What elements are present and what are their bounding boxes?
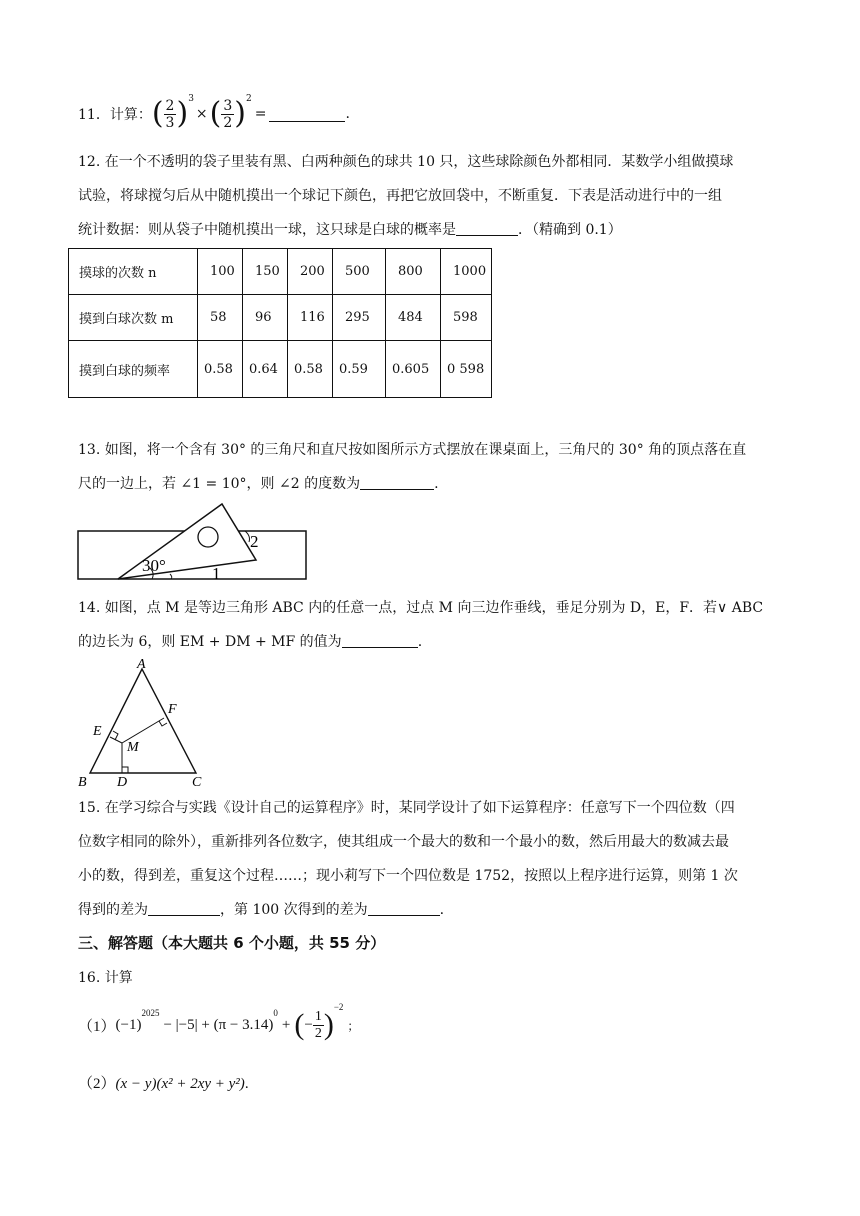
q12-line-2: 试验，将球搅匀后从中随机摸出一个球记下颜色，再把它放回袋中，不断重复．下表是活动进行中的一组 bbox=[78, 188, 722, 204]
q16-part-1: （1） (−1) $^{2025}$ − |−5| + (π − 3.14) $^0$ + ( − $\frac{1}{2}$ ) $^{-2}$ ； bbox=[78, 1002, 360, 1041]
right-angle-d bbox=[122, 767, 128, 773]
table-row: 摸到白球的频率 0.58 0.64 0.58 0.59 0.605 0 598 bbox=[69, 341, 492, 398]
label-f: F bbox=[168, 702, 177, 717]
q15-line-4: 得到的差为 ，第 100 次得到的差为 . bbox=[78, 902, 445, 918]
q15-line-1: 15. 在学习综合与实践《设计自己的运算程序》时，某同学设计了如下运算程序：任意写下一个四位数（四 bbox=[78, 800, 735, 816]
q14-answer-blank[interactable] bbox=[342, 633, 418, 648]
table-row: 摸到白球次数 m 58 96 116 295 484 598 bbox=[69, 295, 492, 341]
q12-line-1: 12. 在一个不透明的袋子里装有黑、白两种颜色的球共 10 只，这些球除颜色外都相同．某数学小组做摸球 bbox=[78, 154, 734, 170]
q16-part-2: （2）(x − y)(x² + 2xy + y²). bbox=[78, 1076, 249, 1092]
q15-answer-blank-2[interactable] bbox=[368, 901, 440, 916]
q15-line-3: 小的数，得到差，重复这个过程……；现小莉写下一个四位数是 1752，按照以上程序进行运算，则第 1 次 bbox=[78, 868, 738, 884]
label-m: M bbox=[127, 740, 139, 755]
frequency-table bbox=[68, 248, 492, 398]
q13-line-2: 尺的一边上，若 ∠1 = 10°，则 ∠2 的度数为 . bbox=[78, 476, 439, 492]
label-2: 2 bbox=[250, 532, 259, 551]
q14-line-2: 的边长为 6，则 EM + DM + MF 的值为 . bbox=[78, 634, 423, 650]
label-a: A bbox=[137, 657, 146, 672]
label-d: D bbox=[117, 775, 128, 790]
ruler-triangle-figure bbox=[70, 496, 320, 586]
q15-answer-blank-1[interactable] bbox=[148, 901, 220, 916]
triangle-ruler bbox=[118, 504, 256, 579]
triangle-abc bbox=[90, 669, 196, 773]
q11-fraction-1: $\frac{2}{3}$ bbox=[165, 97, 175, 131]
label-c: C bbox=[192, 775, 202, 790]
section-3-heading: 三、解答题（本大题共 6 个小题，共 55 分） bbox=[78, 934, 386, 952]
q13-answer-blank[interactable] bbox=[360, 475, 434, 490]
q11-fraction-2: $\frac{3}{2}$ bbox=[223, 97, 233, 131]
label-b: B bbox=[78, 775, 87, 790]
q15-line-2: 位数字相同的除外），重新排列各位数字，使其组成一个最大的数和一个最小的数，然后用最大的数减去最 bbox=[78, 834, 729, 850]
label-30: 30° bbox=[142, 556, 166, 575]
q16-title: 16. 计算 bbox=[78, 970, 133, 986]
q11-label: 11．计算： bbox=[78, 107, 152, 123]
question-11: 11．计算： ( $\frac{2}{3}$ ) $^3$ × ( $\frac{3}{2}$ ) $^2$ = . bbox=[78, 94, 350, 131]
right-angle-f bbox=[159, 721, 167, 726]
label-e: E bbox=[93, 724, 102, 739]
label-1: 1 bbox=[212, 564, 221, 583]
q16-fraction: $\frac{1}{2}$ bbox=[314, 1008, 322, 1041]
q12-line-3: 统计数据：则从袋子中随机摸出一球，这只球是白球的概率是 ．（精确到 0.1） bbox=[78, 222, 622, 238]
q11-answer-blank[interactable] bbox=[269, 107, 345, 122]
table-row: 摸球的次数 n 100 150 200 500 800 1000 bbox=[69, 249, 492, 295]
q13-line-1: 13. 如图，将一个含有 30° 的三角尺和直尺按如图所示方式摆放在课桌面上，三角尺的 30° 角的顶点落在直 bbox=[78, 442, 747, 458]
equilateral-triangle-figure bbox=[70, 655, 220, 790]
angle-2-arc bbox=[245, 531, 250, 542]
q14-line-1: 14. 如图，点 M 是等边三角形 ABC 内的任意一点，过点 M 向三边作垂线，垂足分别为 D，E，F．若∨ ABC bbox=[78, 600, 764, 616]
q12-answer-blank[interactable] bbox=[456, 221, 518, 236]
